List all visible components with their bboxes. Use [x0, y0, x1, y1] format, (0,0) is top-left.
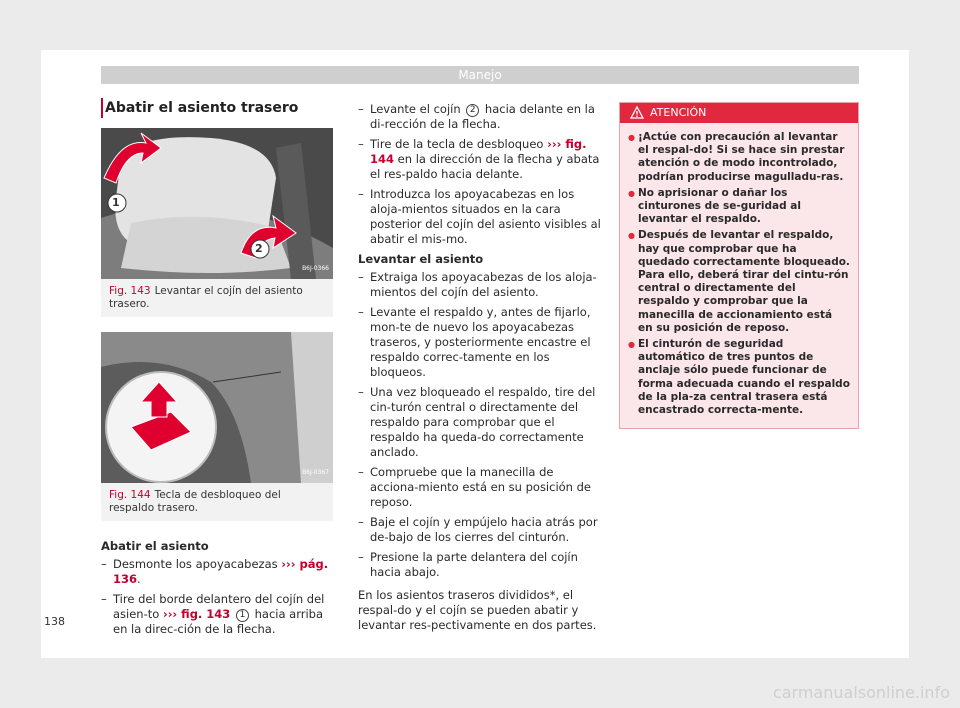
list-item: – Extraiga los apoyacabezas de los aloja-mientos del cojín del asiento.	[358, 270, 605, 300]
list-item: – Una vez bloqueado el respaldo, tire del cin-turón central o directamente del respaldo para comprobar que el respaldo ha queda-do correctamente anclado.	[358, 385, 605, 460]
list-item: – Tire del borde delantero del cojín del asien-to ››› fig. 143 1 hacia arriba en la direc-ción de la flecha.	[101, 592, 333, 637]
warning-box	[619, 102, 859, 429]
warning-triangle-icon	[630, 106, 644, 119]
warning-body	[620, 123, 858, 428]
release-button-illustration	[101, 332, 333, 483]
figure-143	[101, 128, 333, 317]
seat-cushion-illustration	[101, 128, 333, 279]
warning-header	[620, 103, 858, 123]
abatir-heading: Abatir el asiento	[101, 539, 209, 553]
figure-144	[101, 332, 333, 521]
figure-link[interactable]: ››› fig. 144	[370, 137, 587, 166]
list-item: – Levante el respaldo y, antes de fijarlo, mon-te de nuevo los apoyacabezas traseros, y posteriormente encastre el respaldo correc-tamente en los bloqueos.	[358, 305, 605, 380]
callout-ref: 2	[466, 104, 479, 117]
column-middle	[358, 102, 605, 633]
list-item: – Levante el cojín 2 hacia delante en la di-rección de la flecha.	[358, 102, 605, 132]
levantar-heading: Levantar el asiento	[358, 252, 484, 266]
warning-bullet: ● Después de levantar el respaldo, hay que comprobar que ha quedado correctamente bloqueado. Para ello, deberá tirar del cintu-rón central o directamente del respaldo y comprobar que la manecilla de accionamiento está en su posición de reposo.	[628, 229, 850, 335]
watermark-logo: carmanualsonline.info	[772, 683, 950, 702]
list-item: – Introduzca los apoyacabezas en los aloja-mientos situados en la cara posterior del cojín del asiento visibles al abatir el mis-mo.	[358, 187, 605, 247]
column-left	[101, 98, 333, 642]
figure-code: B6J-0366	[302, 265, 329, 272]
list-item: – Tire de la tecla de desbloqueo ››› fig. 144 en la dirección de la flecha y abata el res-paldo hacia delante.	[358, 137, 605, 182]
figure-caption: Fig. 144 Tecla de desbloqueo del respaldo trasero.	[109, 489, 281, 514]
page-number: 138	[44, 615, 65, 628]
section-title: Abatir el asiento trasero	[101, 98, 333, 118]
callout-1: 1	[112, 196, 120, 209]
list-item: – Baje el cojín y empújelo hacia atrás por de-bajo de los cierres del cinturón.	[358, 515, 605, 545]
figure-link[interactable]: ››› fig. 143	[162, 607, 231, 621]
figure-code: B6J-0367	[302, 469, 329, 476]
list-item: – Compruebe que la manecilla de acciona-miento está en su posición de reposo.	[358, 465, 605, 510]
warning-bullet: ● El cinturón de seguridad automático de tres puntos de anclaje sólo puede funcionar de forma adecuada cuando el respaldo de la pla-za central trasera está encastrado correcta-mente.	[628, 338, 850, 417]
callout-ref: 1	[236, 609, 249, 622]
warning-bullet: ● No aprisionar o dañar los cinturones de se-guridad al levantar el respaldo.	[628, 187, 850, 227]
column-right	[619, 102, 859, 429]
warning-title: ATENCIÓN	[650, 106, 707, 119]
paragraph: En los asientos traseros divididos*, el respal-do y el cojín se pueden abatir y levantar res-pectivamente en dos partes.	[358, 588, 597, 632]
page-link[interactable]: ››› pág. 136	[113, 557, 329, 586]
list-item: – Desmonte los apoyacabezas ››› pág. 136.	[101, 557, 333, 587]
page-header: Manejo	[101, 66, 859, 84]
figure-caption: Fig. 143 Levantar el cojín del asiento trasero.	[109, 285, 303, 310]
callout-2: 2	[255, 242, 263, 255]
warning-bullet: ● ¡Actúe con precaución al levantar el respal-do! Si se hace sin prestar atención o de modo incontrolado, podrían producirse magulladu-ras.	[628, 131, 850, 184]
list-item: – Presione la parte delantera del cojín hacia abajo.	[358, 550, 605, 580]
